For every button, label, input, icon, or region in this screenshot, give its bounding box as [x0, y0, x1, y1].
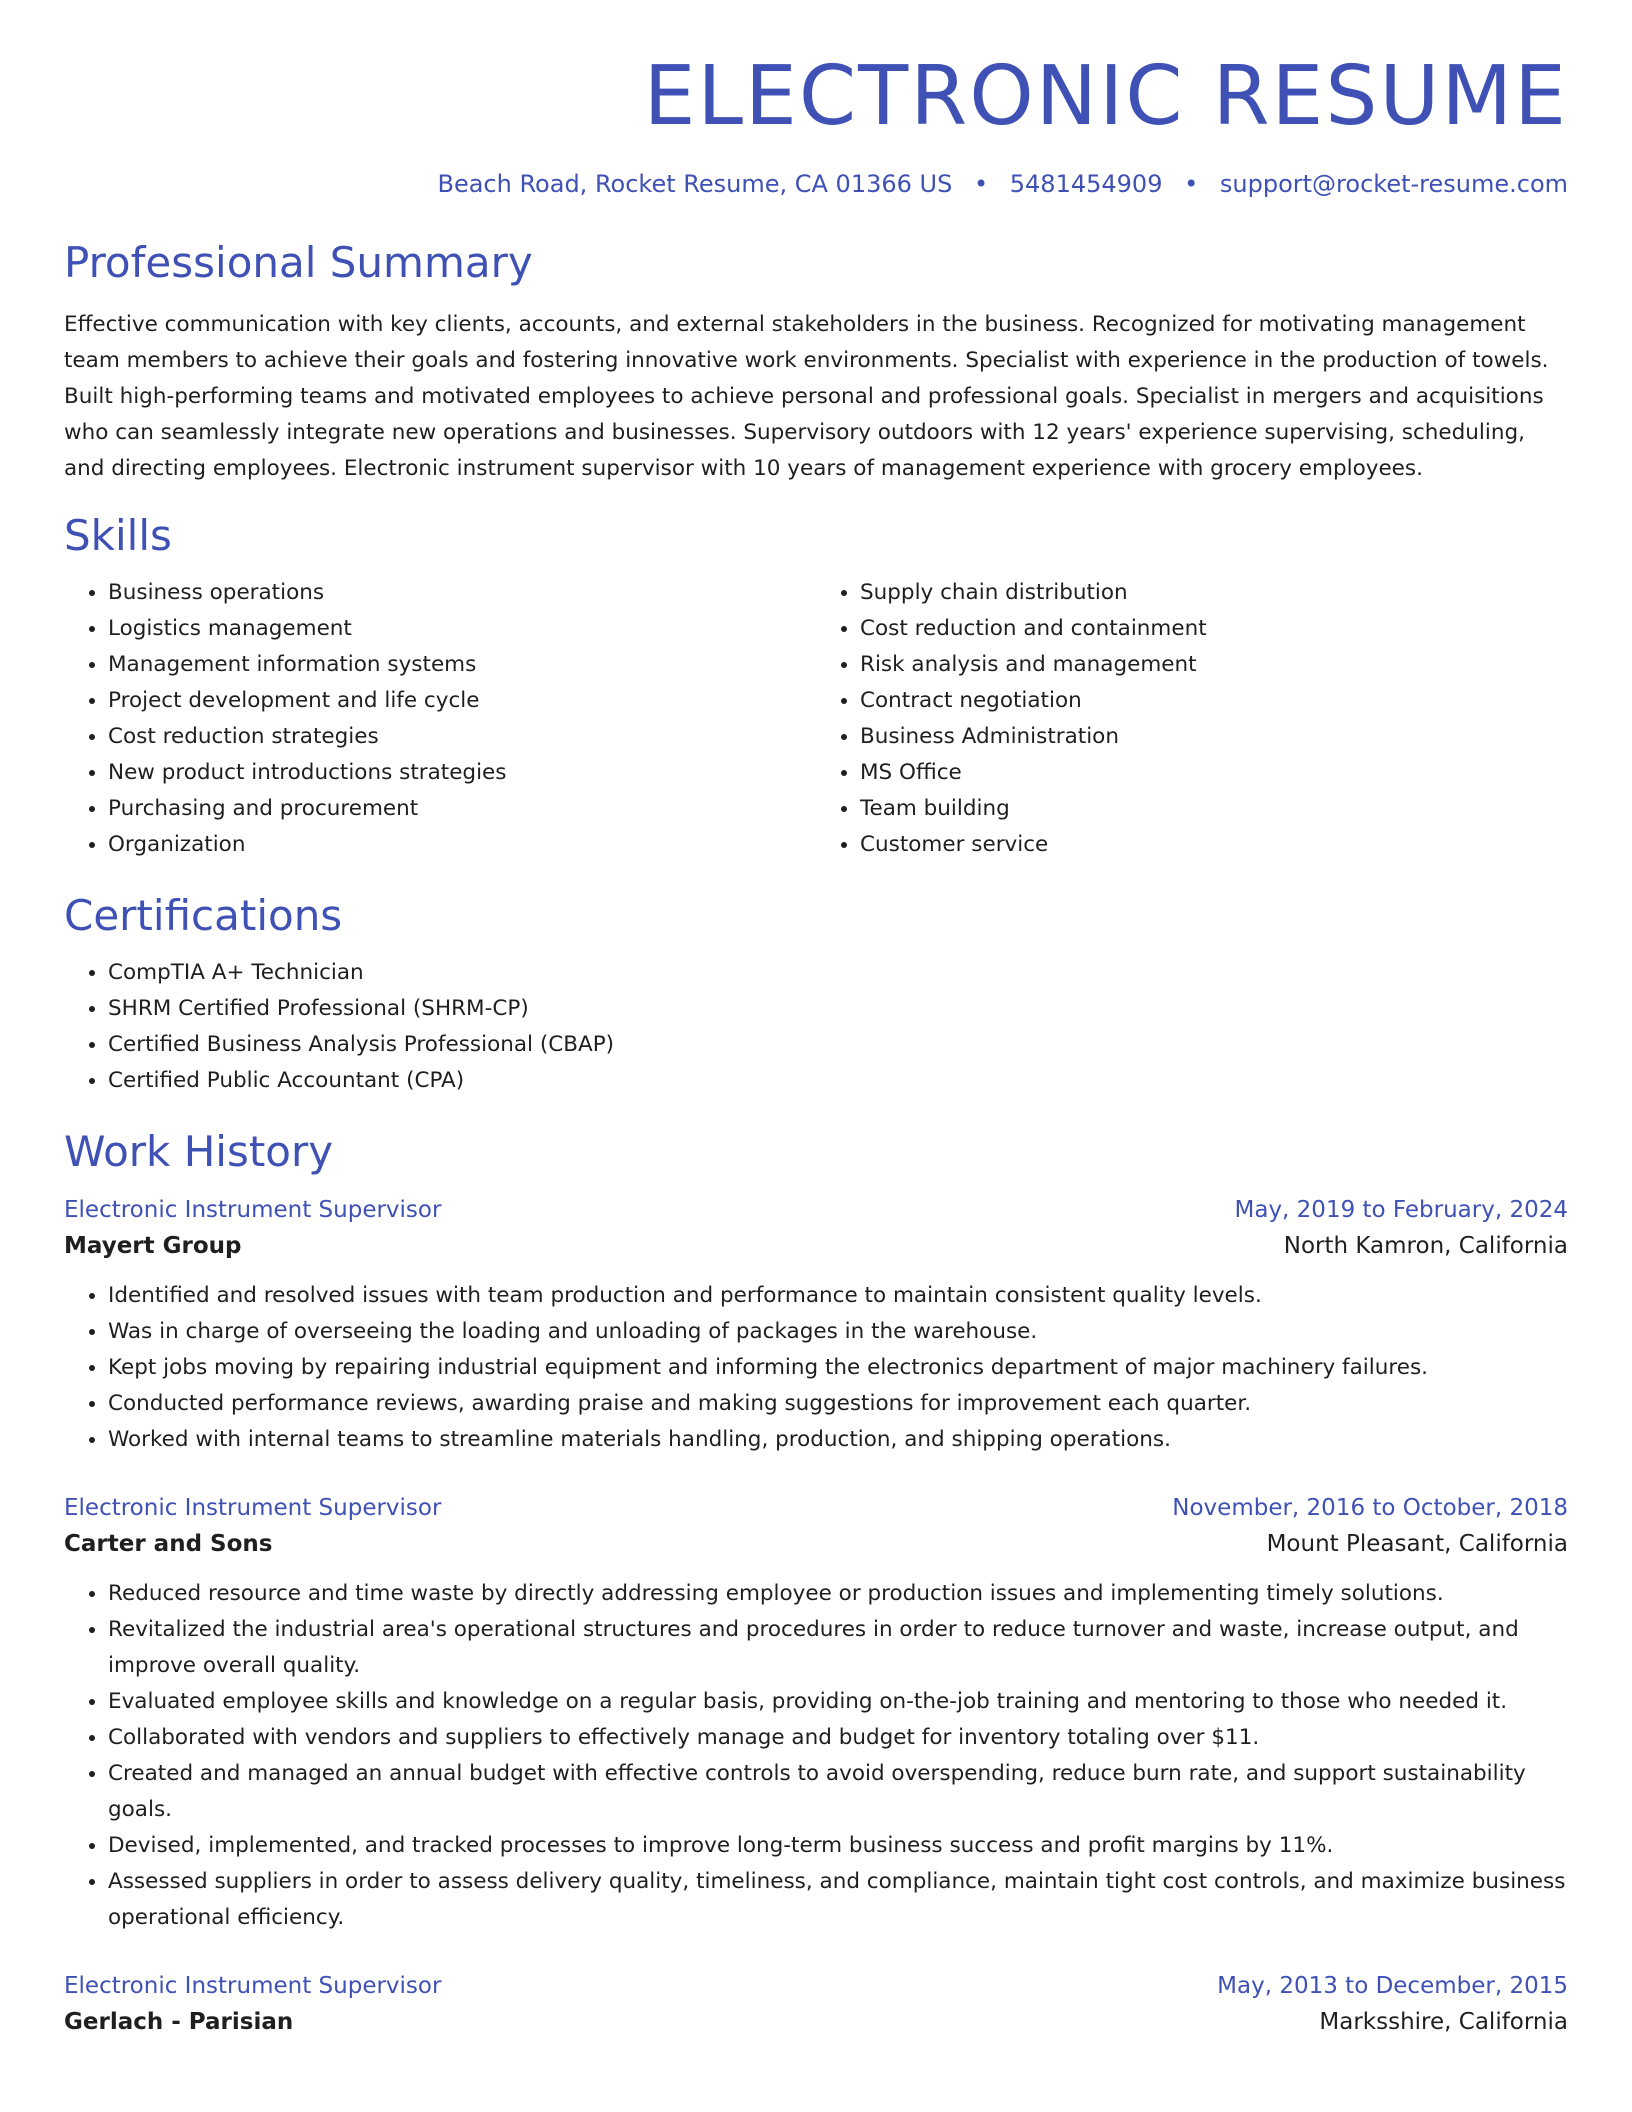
skills-right-list [816, 575, 1568, 863]
contact-line [64, 170, 1568, 198]
job-bullet: • Collaborated with vendors and suppliers to effectively manage and budget for inventory totaling over $11. [108, 1720, 1568, 1756]
job-title: Electronic Instrument Supervisor [64, 1196, 442, 1223]
job-location: Marksshire, California [1319, 2008, 1568, 2035]
resume-header [64, 0, 1568, 198]
skill-item: • Logistics management [108, 611, 816, 647]
resume-name: ELECTRONIC RESUME [643, 49, 1568, 144]
job-dates: May, 2013 to December, 2015 [1217, 1972, 1568, 1999]
job-bullet: • Kept jobs moving by repairing industrial equipment and informing the electronics department of major machinery failures. [108, 1350, 1568, 1386]
job-bullet: • Was in charge of overseeing the loading and unloading of packages in the warehouse. [108, 1314, 1568, 1350]
contact-separator: • [1184, 170, 1199, 199]
skill-item: • MS Office [860, 755, 1568, 791]
skill-item: • New product introductions strategies [108, 755, 816, 791]
skill-item: • Customer service [860, 827, 1568, 863]
job-title: Electronic Instrument Supervisor [64, 1494, 442, 1521]
job-company: Gerlach - Parisian [64, 2008, 294, 2035]
skill-item: • Team building [860, 791, 1568, 827]
skill-item: • Purchasing and procurement [108, 791, 816, 827]
summary-section [64, 238, 1568, 486]
skill-item: • Cost reduction and containment [860, 611, 1568, 647]
job-bullet: • Identified and resolved issues with team production and performance to maintain consistent quality levels. [108, 1278, 1568, 1314]
job-location: Mount Pleasant, California [1266, 1530, 1568, 1557]
certification-item: • Certified Business Analysis Professional (CBAP) [108, 1027, 1568, 1063]
job-dates: May, 2019 to February, 2024 [1234, 1196, 1568, 1223]
skill-item: • Cost reduction strategies [108, 719, 816, 755]
job-entry [64, 1968, 1568, 2040]
certification-item: • CompTIA A+ Technician [108, 955, 1568, 991]
summary-heading: Professional Summary [64, 238, 533, 288]
job-bullet: • Devised, implemented, and tracked processes to improve long-term business success and profit margins by 11%. [108, 1828, 1568, 1864]
certification-item: • SHRM Certified Professional (SHRM-CP) [108, 991, 1568, 1027]
job-company: Mayert Group [64, 1232, 242, 1259]
job-bullet: • Worked with internal teams to streamline materials handling, production, and shipping operations. [108, 1422, 1568, 1458]
skill-item: • Supply chain distribution [860, 575, 1568, 611]
job-company: Carter and Sons [64, 1530, 273, 1557]
job-bullets [64, 1576, 1568, 1936]
certifications-list [64, 955, 1568, 1099]
job-bullet: • Created and managed an annual budget with effective controls to avoid overspending, reduce burn rate, and support sustainability goals. [108, 1756, 1568, 1828]
skill-item: • Management information systems [108, 647, 816, 683]
job-entry [64, 1192, 1568, 1458]
skill-item: • Organization [108, 827, 816, 863]
job-bullet: • Revitalized the industrial area's operational structures and procedures in order to reduce turnover and waste, increase output, and improve overall quality. [108, 1612, 1568, 1684]
job-bullet: • Reduced resource and time waste by directly addressing employee or production issues and implementing timely solutions. [108, 1576, 1568, 1612]
job-bullet: • Evaluated employee skills and knowledge on a regular basis, providing on-the-job training and mentoring to those who needed it. [108, 1684, 1568, 1720]
job-location: North Kamron, California [1283, 1232, 1568, 1259]
skills-columns [64, 575, 1568, 863]
job-title: Electronic Instrument Supervisor [64, 1972, 442, 1999]
skills-left-list [64, 575, 816, 863]
skill-item: • Project development and life cycle [108, 683, 816, 719]
contact-email: support@rocket-resume.com [1219, 170, 1568, 199]
certification-item: • Certified Public Accountant (CPA) [108, 1063, 1568, 1099]
certifications-heading: Certifications [64, 890, 343, 940]
job-bullets [64, 1278, 1568, 1458]
job-bullet: • Assessed suppliers in order to assess delivery quality, timeliness, and compliance, maintain tight cost controls, and maximize business operational efficiency. [108, 1864, 1568, 1936]
skill-item: • Risk analysis and management [860, 647, 1568, 683]
contact-address: Beach Road, Rocket Resume, CA 01366 US [437, 170, 953, 199]
job-dates: November, 2016 to October, 2018 [1172, 1494, 1568, 1521]
work-history-heading: Work History [64, 1127, 334, 1177]
summary-text: Effective communication with key clients, accounts, and external stakeholders in the business. Recognized for motivating management team members to achieve their goals and fostering innovative work environments. Specialist with experience in the production of towels. Built high-performing teams and motivated employees to achieve personal and professional goals. Specialist in mergers and acquisitions who can seamlessly integrate new operations and businesses. Supervisory outdoors with 12 years' experience supervising, scheduling, and directing employees. Electronic instrument supervisor with 10 years of management experience with grocery employees. [64, 311, 1549, 481]
job-bullet: • Conducted performance reviews, awarding praise and making suggestions for improvement each quarter. [108, 1386, 1568, 1422]
contact-phone: 5481454909 [1009, 170, 1163, 199]
skill-item: • Business operations [108, 575, 816, 611]
skills-heading: Skills [64, 510, 172, 560]
contact-separator: • [973, 170, 989, 199]
certifications-section [64, 891, 1568, 1099]
skills-section [64, 511, 1568, 863]
skill-item: • Contract negotiation [860, 683, 1568, 719]
skill-item: • Business Administration [860, 719, 1568, 755]
work-history-section [64, 1127, 1568, 2039]
job-entry [64, 1490, 1568, 1936]
